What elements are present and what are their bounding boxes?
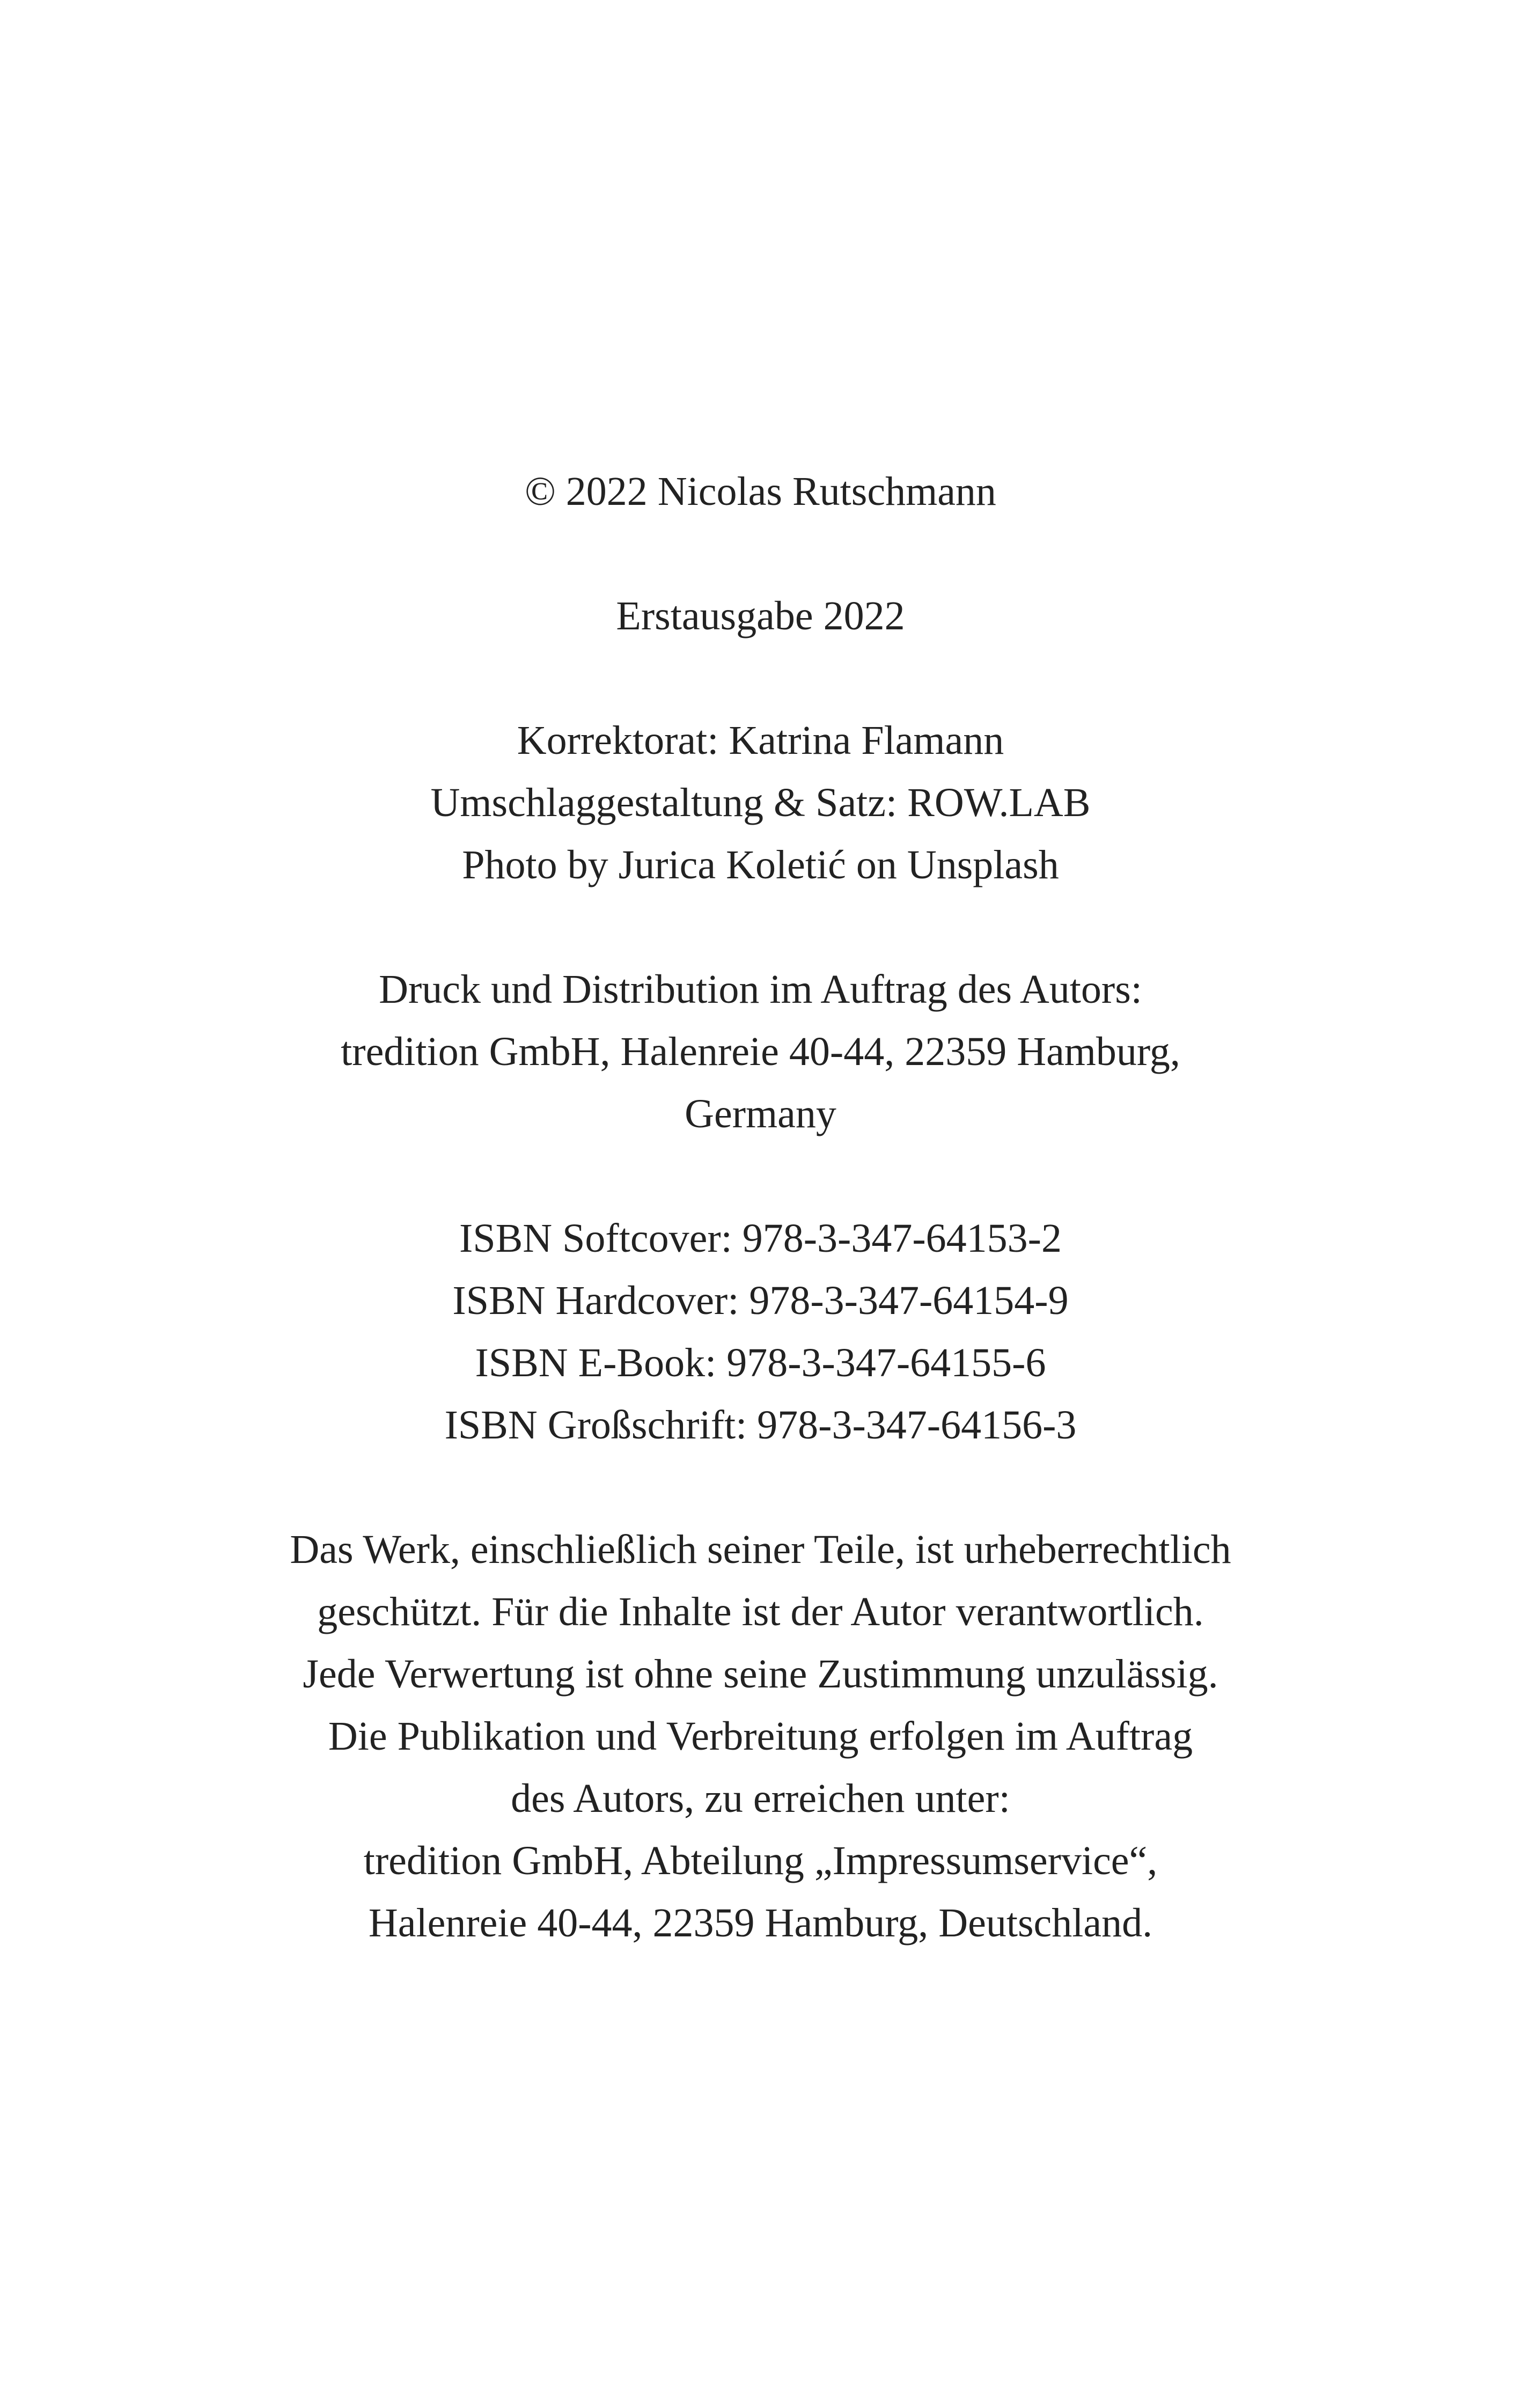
isbn-large-print: ISBN Großschrift: 978-3-347-64156-3 <box>444 1403 1077 1448</box>
credit-photo: Photo by Jurica Koletić on Unsplash <box>462 842 1059 887</box>
isbn-ebook: ISBN E-Book: 978-3-347-64155-6 <box>475 1340 1046 1385</box>
isbn-softcover: ISBN Softcover: 978-3-347-64153-2 <box>459 1216 1062 1261</box>
isbn-block <box>0 1207 1521 1456</box>
credits-block <box>0 709 1521 896</box>
legal-line: Das Werk, einschließlich seiner Teile, ist urheberrechtlich <box>290 1527 1231 1572</box>
isbn-hardcover: ISBN Hardcover: 978-3-347-64154-9 <box>452 1278 1069 1323</box>
legal-line: geschützt. Für die Inhalte ist der Autor verantwortlich. <box>317 1589 1204 1634</box>
credit-cover-design: Umschlaggestaltung & Satz: ROW.LAB <box>430 780 1091 825</box>
legal-notice-block <box>0 1518 1521 1954</box>
distribution-line: tredition GmbH, Halenreie 40-44, 22359 Hamburg, <box>341 1029 1180 1074</box>
distribution-block <box>0 958 1521 1145</box>
distribution-line: Germany <box>685 1091 836 1136</box>
credit-proofreading: Korrektorat: Katrina Flamann <box>517 718 1004 763</box>
legal-line: Die Publikation und Verbreitung erfolgen im Auftrag <box>328 1714 1193 1759</box>
legal-line: des Autors, zu erreichen unter: <box>511 1776 1010 1821</box>
copyright-block <box>0 460 1521 523</box>
copyright-line: © 2022 Nicolas Rutschmann <box>525 469 996 514</box>
edition-block <box>0 585 1521 647</box>
imprint-text <box>0 460 1521 1954</box>
distribution-line: Druck und Distribution im Auftrag des Autors: <box>379 967 1142 1012</box>
edition-line: Erstausgabe 2022 <box>616 593 905 638</box>
legal-line: Jede Verwertung ist ohne seine Zustimmung unzulässig. <box>303 1651 1218 1697</box>
legal-line: tredition GmbH, Abteilung „Impressumservice“, <box>363 1838 1158 1883</box>
legal-line: Halenreie 40-44, 22359 Hamburg, Deutschland. <box>368 1900 1153 1946</box>
